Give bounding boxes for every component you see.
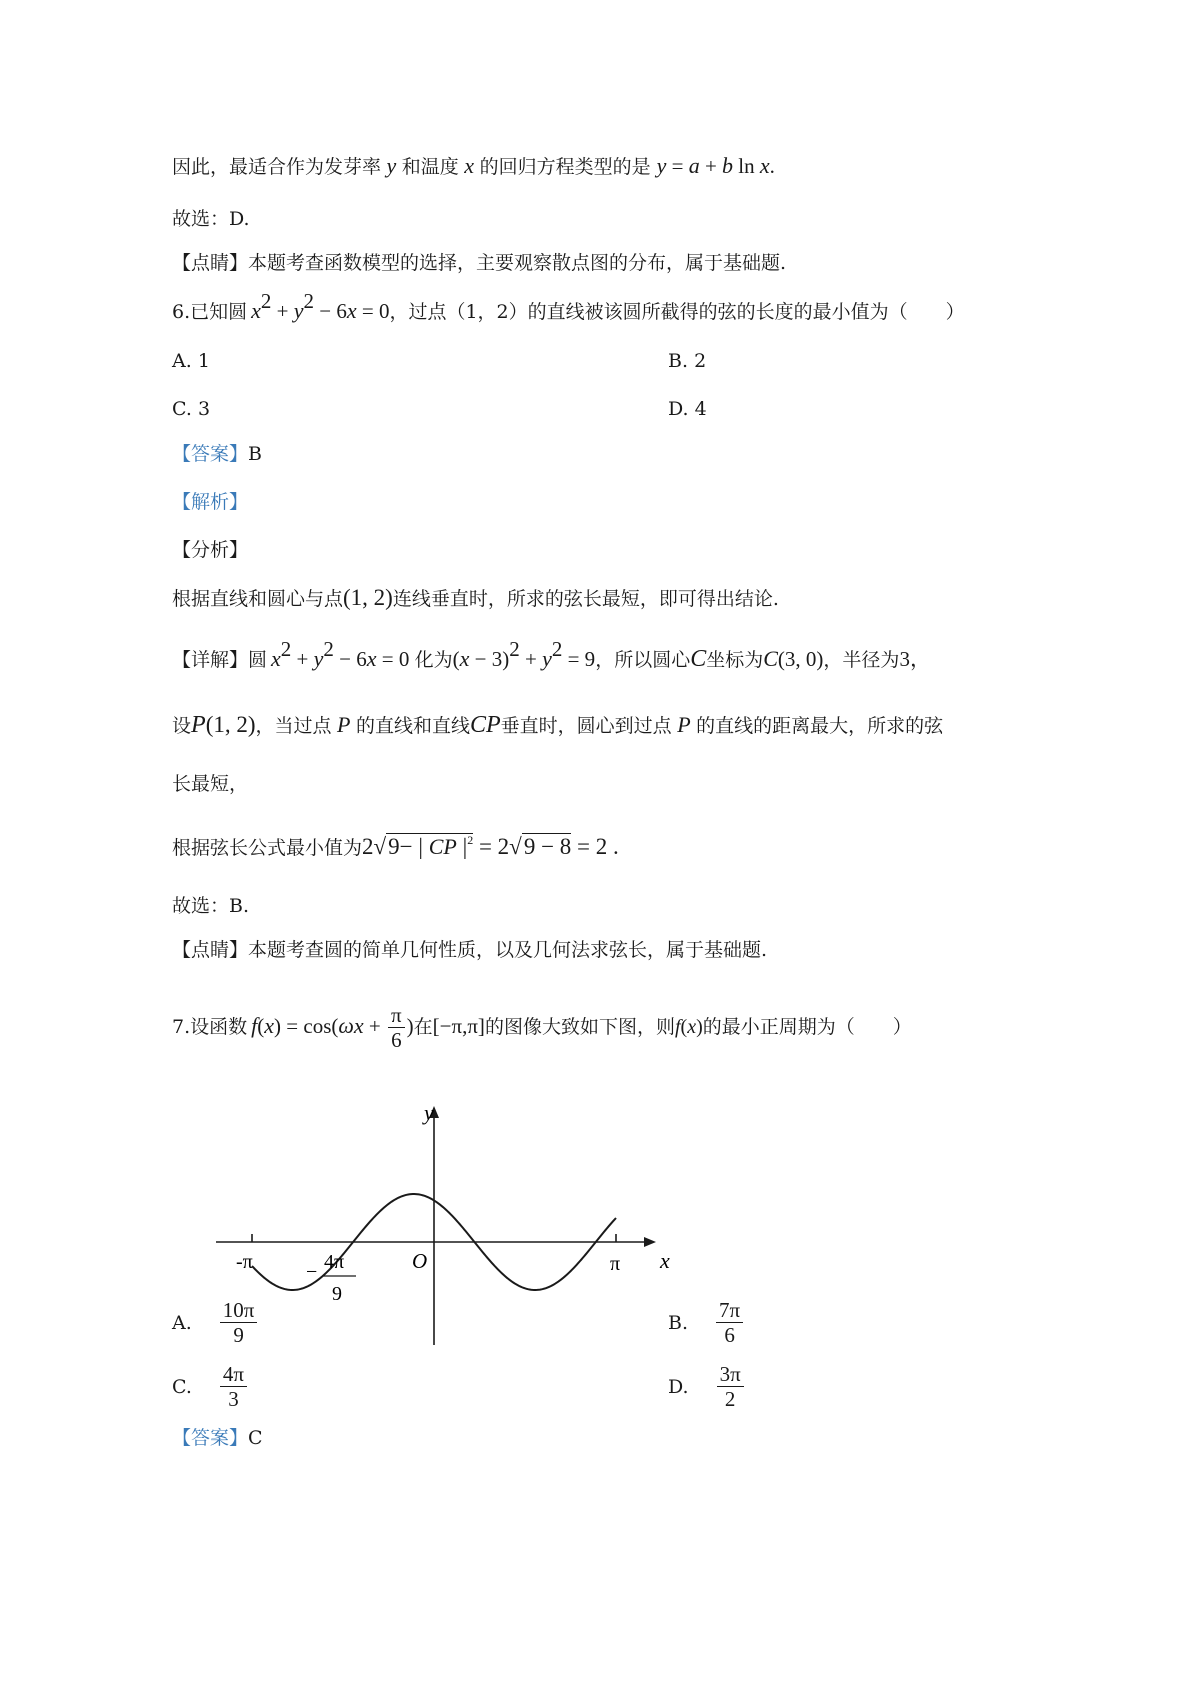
note-tag: 【点睛】 <box>172 252 249 274</box>
answer-value: C <box>248 1427 263 1449</box>
zero-denominator: 9 <box>332 1283 342 1305</box>
text: 化为 <box>414 649 453 671</box>
answer-tag: 【答案】 <box>172 443 249 465</box>
text: 设 <box>172 715 192 737</box>
neg-pi-label: -π <box>236 1251 253 1273</box>
conclusion-line: 因此，最适合作为发芽率 y 和温度 x 的回归方程类型的是 y = a + b ln x. <box>172 153 775 178</box>
note-2 <box>172 936 767 964</box>
detail-tag: 【详解】 <box>172 649 249 671</box>
analysis-line: 根据直线和圆心与点(1, 2)连线垂直时，所求的弦长最短，即可得出结论. <box>172 585 779 610</box>
text: 连线垂直时，所求的弦长最短，即可得出结论. <box>392 588 779 610</box>
choose-b: 故选：B. <box>172 895 250 917</box>
text: 坐标为 <box>706 649 764 671</box>
x-label: x <box>660 1248 670 1273</box>
fenxi-tag: 【分析】 <box>172 539 249 561</box>
choose-d: 故选：D. <box>172 208 250 230</box>
q7-option-c[interactable]: C. $\frac{4\pi}{3}$ <box>172 1362 249 1411</box>
q7-option-b[interactable]: B. $\frac{7\pi}{6}$ <box>668 1298 745 1347</box>
q6-suffix: ，过点（1，2）的直线被该圆所截得的弦的长度的最小值为（ ） <box>389 301 965 323</box>
text: 和温度 <box>401 156 459 178</box>
text: 根据直线和圆心与点 <box>172 588 344 610</box>
text: ，半径为 <box>823 649 900 671</box>
note-tag: 【点睛】 <box>172 939 249 961</box>
q7-option-d[interactable]: D. $\frac{3\pi}{2}$ <box>668 1362 746 1411</box>
text: 因此，最适合作为发芽率 <box>172 156 382 178</box>
formula-line: 根据弦长公式最小值为2√9− | CP $|^2 = 2√9 - 8 = 2$ . <box>172 833 619 859</box>
q6-option-c[interactable]: C. 3 <box>172 398 211 420</box>
text: 在 <box>413 1016 433 1038</box>
question-7: 7.设函数 f(x) = cos(ωx + $\frac{\pi}{6}$ )在[−π,π]的图像大致如下图，则f(x)的最小正周期为（ ） <box>172 1003 912 1052</box>
q6-option-a[interactable]: A. 1 <box>172 350 210 372</box>
text: 圆 <box>248 649 268 671</box>
text: 的图像大致如下图，则 <box>484 1016 675 1038</box>
answer-6 <box>172 440 262 468</box>
text: 的直线的距离最大，所求的弦 <box>696 715 944 737</box>
text: 垂直时，圆心到过点 <box>500 715 672 737</box>
x-axis-arrow-icon <box>644 1237 656 1247</box>
answer-value: B <box>248 443 262 465</box>
origin-label: O <box>412 1249 428 1273</box>
zero-numerator: 4π <box>324 1251 345 1273</box>
q6-prefix: 6.已知圆 <box>172 301 248 323</box>
answer-tag: 【答案】 <box>172 1427 249 1449</box>
y-label: y <box>424 1100 434 1125</box>
jiexi-tag: 【解析】 <box>172 491 249 513</box>
text: ，当过点 <box>255 715 332 737</box>
answer-7 <box>172 1424 263 1452</box>
text: 的回归方程类型的是 <box>479 156 651 178</box>
set-line: 设P(1, 2)，当过点 P 的直线和直线CP垂直时，圆心到过点 P 的直线的距离最大，所求的弦 <box>172 712 944 738</box>
detail-line: 【详解】圆 $x^2 + y^2 - 6x = 0$ 化为$(x - 3)^2 + y^2 = 9$，所以圆心C坐标为C(3, 0)，半径为3， <box>172 637 931 672</box>
note-1 <box>172 249 786 277</box>
text: ，所以圆心 <box>595 649 691 671</box>
question-6: 6.已知圆 $x^2 + y^2 - 6x = 0$，过点（1，2）的直线被该圆所截得的弦的长度的最小值为（ ） <box>172 289 965 323</box>
pi-label: π <box>610 1253 621 1275</box>
text: 的最小正周期为（ ） <box>702 1016 912 1038</box>
text: 根据弦长公式最小值为 <box>172 837 363 859</box>
note-text: 本题考查圆的简单几何性质，以及几何法求弦长，属于基础题. <box>248 939 768 961</box>
zero-sign: − <box>306 1261 318 1283</box>
continuation: 长最短， <box>172 773 249 795</box>
q6-option-b[interactable]: B. 2 <box>668 350 707 372</box>
q6-option-d[interactable]: D. 4 <box>668 398 707 420</box>
q7-option-a[interactable]: A. $\frac{10\pi}{9}$ <box>172 1298 259 1347</box>
note-text: 本题考查函数模型的选择，主要观察散点图的分布，属于基础题. <box>248 252 787 274</box>
function-graph <box>200 1100 680 1360</box>
q7-prefix: 7.设函数 <box>172 1016 248 1038</box>
text: 的直线和直线 <box>355 715 470 737</box>
